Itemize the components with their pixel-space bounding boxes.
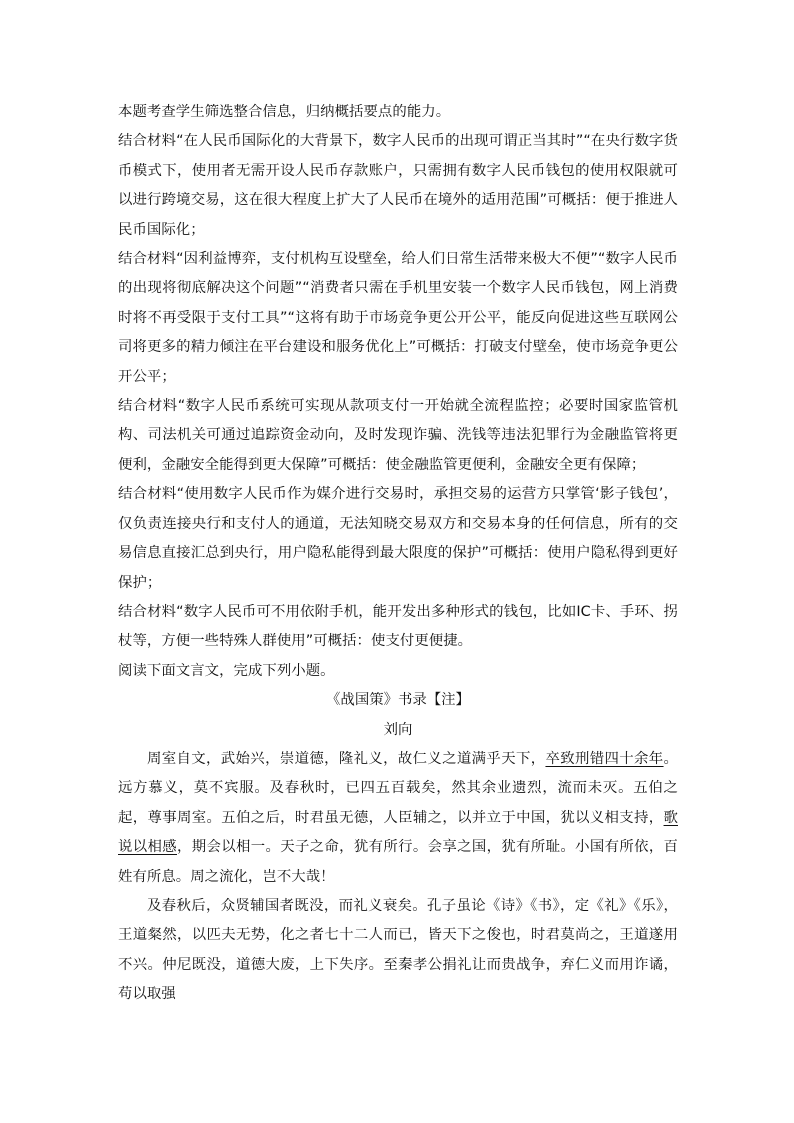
underlined-phrase-1: 卒致刑错四十余年: [545, 750, 664, 767]
classical-p1-part-a: 周室自文，武始兴，崇道德，隆礼义，故仁义之道满乎天下，: [147, 750, 546, 767]
classical-p1-part-c: ，期会以相一。天子之命，犹有所行。会享之国，犹有所耻。小国有所依，百姓有所息。周之流化，岂不大哉！: [118, 839, 679, 885]
classical-paragraph-2: 及春秋后，众贤辅国者既没，而礼义衰矣。孔子虽论《诗》《书》，定《礼》《乐》，王道粲然，以匹夫无势，化之者七十二人而已，皆天下之俊也，时君莫尚之，王道遂用不兴。仲尼既没，道德大废，上下失序。至秦孝公捐礼让而贵战争，弃仁义而用诈谲，苟以取强: [118, 897, 678, 1003]
analysis-intro: 本题考查学生筛选整合信息，归纳概括要点的能力。: [118, 104, 451, 120]
classical-paragraph-1: [118, 745, 678, 892]
analysis-point-5: 结合材料“数字人民币可不用依附手机，能开发出多种形式的钱包，比如IC卡、手环、拐杖等，方便一些特殊人群使用”可概括：使支付更便捷。: [118, 603, 678, 650]
analysis-point-2: 结合材料“因利益博弈，支付机构互设壁垒，给人们日常生活带来极大不便”“数字人民币的出现将彻底解决这个问题”“消费者只需在手机里安装一个数字人民币钱包，网上消费时将不再受限于支付工具”“这将有助于市场竞争更公开公平，能反向促进这些互联网公司将更多的精力倾注在平台建设和服务优化上”可概括：打破支付壁垒，使市场竞争更公开公平；: [118, 251, 678, 385]
underlined-phrase-2: 歌说以相感: [118, 809, 678, 856]
document-page: [118, 98, 678, 1010]
analysis-point-4: 结合材料“使用数字人民币作为媒介进行交易时，承担交易的运营方只掌管‘影子钱包’，仅负责连接央行和支付人的通道，无法知晓交易双方和交易本身的任何信息，所有的交易信息直接汇总到央行，用户隐私能得到最大限度的保护”可概括：使用户隐私得到更好保护；: [118, 486, 678, 591]
reading-instruction: 阅读下面文言文，完成下列小题。: [118, 662, 335, 679]
classical-p1-part-b: 。远方慕义，莫不宾服。及春秋时，已四五百载矣，然其余业遗烈，流而未灭。五伯之起，尊事周室。五伯之后，时君虽无德，人臣辅之，以并立于中国，犹以义相支持，: [118, 750, 678, 826]
classical-text-title: 《战国策》书录【注】: [326, 692, 470, 709]
analysis-point-1: 结合材料“在人民币国际化的大背景下，数字人民币的出现可谓正当其时”“在央行数字货币模式下，使用者无需开设人民币存款账户，只需拥有数字人民币钱包的使用权限就可以进行跨境交易，这在很大程度上扩大了人民币在境外的适用范围”可概括：便于推进人民币国际化；: [118, 133, 678, 238]
classical-text-author: 刘向: [383, 721, 413, 738]
analysis-point-3: 结合材料“数字人民币系统可实现从款项支付一开始就全流程监控；必要时国家监管机构、司法机关可通过追踪资金动向，及时发现诈骗、洗钱等违法犯罪行为金融监管将更便利，金融安全能得到更大保障”可概括：使金融监管更便利，金融安全更有保障；: [118, 398, 678, 473]
